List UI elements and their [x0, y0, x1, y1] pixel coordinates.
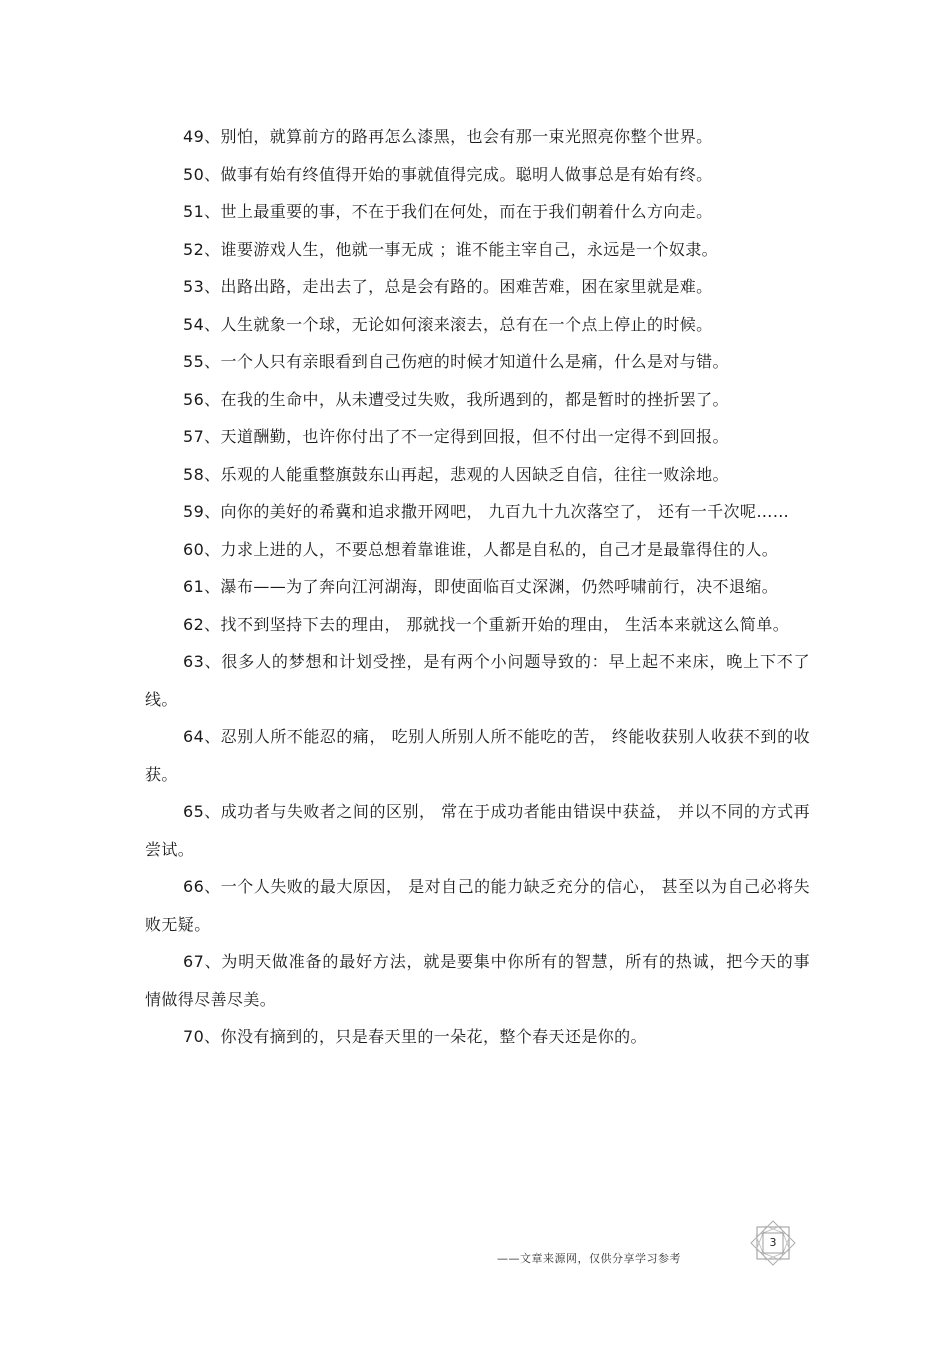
paragraph-70: 70、你没有摘到的，只是春天里的一朵花，整个春天还是你的。	[183, 1027, 647, 1046]
paragraph-49: 49、别怕，就算前方的路再怎么漆黑，也会有那一束光照亮你整个世界。	[183, 127, 713, 146]
paragraph-60: 60、力求上进的人，不要总想着靠谁谁，人都是自私的，自己才是最靠得住的人。	[183, 539, 779, 559]
document-body	[145, 118, 810, 1056]
paragraph-59: 59、向你的美好的希冀和追求撒开网吧， 九百九十九次落空了， 还有一千次呢……	[183, 502, 790, 521]
paragraph-55: 55、一个人只有亲眼看到自己伤疤的时候才知道什么是痛，什么是对与错。	[183, 352, 729, 371]
page-number: 3	[769, 1236, 777, 1249]
paragraph-67: 67、为明天做准备的最好方法，就是要集中你所有的智慧，所有的热诚，把今天的事情做得尽善尽美。	[145, 952, 810, 1009]
paragraph-61: 61、瀑布——为了奔向江河湖海，即使面临百丈深渊，仍然呼啸前行，决不退缩。	[183, 577, 779, 596]
paragraph-53: 53、出路出路，走出去了，总是会有路的。困难苦难，困在家里就是难。	[183, 277, 713, 296]
paragraph-50: 50、做事有始有终值得开始的事就值得完成。聪明人做事总是有始有终。	[183, 164, 713, 184]
paragraph-57: 57、天道酬勤，也许你付出了不一定得到回报，但不付出一定得不到回报。	[183, 427, 729, 446]
paragraph-52: 52、谁要游戏人生，他就一事无成 ；谁不能主宰自己，永远是一个奴隶。	[183, 239, 719, 259]
page-number-badge	[748, 1220, 798, 1266]
paragraph-66: 66、一个人失败的最大原因， 是对自己的能力缺乏充分的信心， 甚至以为自己必将失败无疑。	[145, 877, 810, 934]
paragraph-62: 62、找不到坚持下去的理由， 那就找一个重新开始的理由， 生活本来就这么简单。	[183, 614, 790, 634]
footer-source-note: ——文章来源网，仅供分享学习参考	[497, 1252, 681, 1265]
paragraph-56: 56、在我的生命中，从未遭受过失败，我所遇到的，都是暂时的挫折罢了。	[183, 389, 729, 409]
paragraph-64: 64、忍别人所不能忍的痛， 吃别人所别人所不能吃的苦， 终能收获别人收获不到的收获。	[145, 727, 810, 784]
paragraph-54: 54、人生就象一个球，无论如何滚来滚去，总有在一个点上停止的时候。	[183, 314, 713, 334]
paragraph-65: 65、成功者与失败者之间的区别， 常在于成功者能由错误中获益， 并以不同的方式再尝试。	[145, 802, 810, 859]
paragraph-58: 58、乐观的人能重整旗鼓东山再起，悲观的人因缺乏自信，往往一败涂地。	[183, 464, 729, 484]
paragraph-63: 63、很多人的梦想和计划受挫，是有两个小问题导致的：早上起不来床，晚上下不了线。	[145, 652, 810, 709]
paragraph-51: 51、世上最重要的事，不在于我们在何处，而在于我们朝着什么方向走。	[183, 202, 713, 221]
